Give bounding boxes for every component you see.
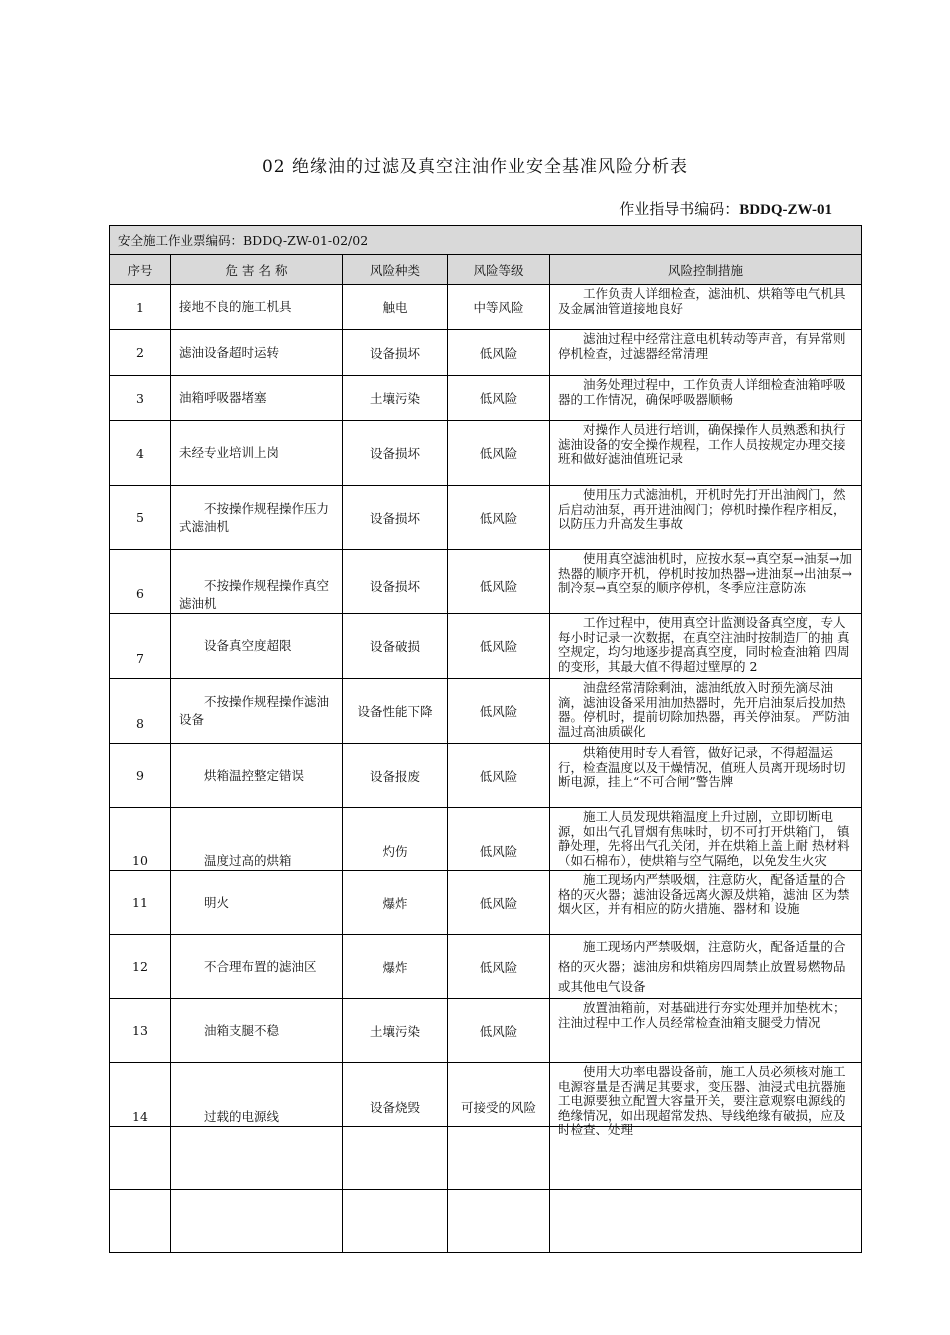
row-no: 6 [110,550,171,614]
row-risk-type: 设备报废 [343,744,448,808]
row-control-text: 工作过程中，使用真空计监测设备真空度，专人 每小时记录一次数据，在真空注油时按制造厂的抽 真空规定，均匀地逐步提高真空度，同时检查油箱 四周的变形，其最大值不得超过壁厚的 2 [558,615,850,674]
row-risk-level: 低风险 [448,935,550,999]
row-hazard [171,550,343,614]
empty-cell [343,1190,448,1253]
row-hazard: 油箱呼吸器堵塞 [171,376,343,421]
header-risk-type: 风险种类 [343,255,448,285]
table-row [110,421,862,486]
row-risk-level: 低风险 [448,330,550,376]
row-control-text: 施工现场内严禁吸烟，注意防火，配备适量的合格的灭火器；滤油房和烘箱房四周禁止放置易燃物品或其他电气设备 [558,939,846,994]
table-row [110,376,862,421]
row-risk-level: 低风险 [448,808,550,871]
row-control-text: 油务处理过程中，工作负责人详细检查油箱呼吸器的工作情况，确保呼吸器顺畅 [558,377,846,407]
table-row [110,330,862,376]
row-control-text: 使用大功率电器设备前，施工人员必须核对施工电源容量是否满足其要求，变压器、油浸式电抗器施工电源要独立配置大容量开关，要注意观察电源线的绝缘情况，如出现超常发热、导线绝缘有破损，应及时检查、处理 [558,1064,846,1138]
row-risk-type: 设备烧毁 [343,1063,448,1127]
row-risk-type: 灼伤 [343,808,448,871]
empty-cell [550,1190,862,1253]
row-control [550,871,862,935]
row-risk-type: 设备破损 [343,614,448,679]
empty-cell [448,1127,550,1190]
row-no: 7 [110,614,171,679]
table-header-row [110,255,862,285]
row-hazard [171,679,343,744]
row-risk-level: 低风险 [448,421,550,486]
row-control [550,999,862,1063]
row-hazard: 接地不良的施工机具 [171,285,343,330]
table-row [110,614,862,679]
empty-cell [343,1127,448,1190]
row-control-text: 使用压力式滤油机，开机时先打开出油阀门，然后启动油泵，再开进油阀门；停机时操作程序相反，以防压力升高发生事故 [558,487,846,532]
row-control-text: 施工现场内严禁吸烟，注意防火，配备适量的合格的灭火器；滤油设备远离火源及烘箱，滤油 区为禁烟火区，并有相应的防火措施、器材和 设施 [558,872,850,917]
row-no: 5 [110,486,171,550]
table-row [110,999,862,1063]
row-control [550,808,862,871]
row-control [550,614,862,679]
row-control-text: 施工人员发现烘箱温度上升过剧，立即切断电源，如出气孔冒烟有焦味时，切不可打开烘箱门， 镇静处理，先将出气孔关闭，并在烘箱上盖上耐 热材料（如石棉布），使烘箱与空气隔绝，以免发生火灾 [558,809,850,868]
row-risk-type: 设备损坏 [343,550,448,614]
table-row [110,550,862,614]
row-no: 1 [110,285,171,330]
header-hazard: 危 害 名 称 [171,255,343,285]
header-no: 序号 [110,255,171,285]
row-control [550,330,862,376]
row-risk-level: 低风险 [448,486,550,550]
row-risk-level: 可接受的风险 [448,1063,550,1127]
header-risk-level: 风险等级 [448,255,550,285]
row-no: 11 [110,871,171,935]
row-no: 8 [110,679,171,744]
row-risk-type: 设备损坏 [343,330,448,376]
row-hazard [171,744,343,808]
row-risk-level: 低风险 [448,550,550,614]
table-row [110,486,862,550]
row-control [550,744,862,808]
row-hazard-text: 油箱支腿不稳 [204,1022,280,1038]
row-control-text: 使用真空滤油机时，应按水泵→真空泵→油泵→加热器的顺序开机，停机时按加热器→进油泵→出油泵→制冷泵→真空泵的顺序停机，冬季应注意防冻 [558,551,852,596]
row-risk-type: 设备性能下降 [343,679,448,744]
row-control [550,679,862,744]
row-hazard [171,871,343,935]
row-hazard-text: 过载的电源线 [204,1109,280,1124]
row-hazard-text: 不按操作规程操作压力式滤油机 [179,500,330,534]
row-risk-type: 爆炸 [343,935,448,999]
row-control-text: 对操作人员进行培训，确保操作人员熟悉和执行滤油设备的安全操作规程，工作人员按规定办理交接班和做好滤油值班记录 [558,422,846,467]
row-no: 14 [110,1063,171,1127]
row-risk-type: 触电 [343,285,448,330]
row-hazard-text: 明火 [204,894,230,910]
row-no: 4 [110,421,171,486]
table-row [110,679,862,744]
table-row [110,1063,862,1127]
table-row [110,935,862,999]
empty-cell [171,1127,343,1190]
row-control [550,376,862,421]
row-risk-type: 爆炸 [343,871,448,935]
row-hazard-text: 不按操作规程操作真空滤油机 [179,578,330,611]
row-hazard [171,614,343,679]
row-hazard [171,999,343,1063]
row-risk-level: 低风险 [448,376,550,421]
row-risk-level: 低风险 [448,744,550,808]
table-row [110,871,862,935]
row-risk-type: 土壤污染 [343,376,448,421]
row-risk-level: 低风险 [448,871,550,935]
row-hazard: 未经专业培训上岗 [171,421,343,486]
header-control: 风险控制措施 [550,255,862,285]
row-control [550,550,862,614]
empty-cell [110,1127,171,1190]
row-control [550,285,862,330]
empty-cell [171,1190,343,1253]
row-control-text: 工作负责人详细检查，滤油机、烘箱等电气机具及金属油管道接地良好 [558,286,846,316]
row-risk-type: 土壤污染 [343,999,448,1063]
row-control [550,935,862,999]
empty-row [110,1190,862,1253]
risk-analysis-table [109,225,862,1253]
row-risk-level: 低风险 [448,999,550,1063]
row-no: 9 [110,744,171,808]
row-control-text: 放置油箱前，对基础进行夯实处理并加垫枕木；注油过程中工作人员经常检查油箱支腿受力情况 [558,1000,846,1030]
row-hazard-text: 不合理布置的滤油区 [204,958,317,974]
row-risk-level: 中等风险 [448,285,550,330]
row-hazard-text: 不按操作规程操作滤油设备 [179,694,330,727]
sheet-code: 安全施工作业票编码：BDDQ-ZW-01-02/02 [110,226,862,255]
guide-code [619,198,832,219]
row-risk-type: 设备损坏 [343,486,448,550]
guide-code-label: 作业指导书编码： [619,200,740,218]
row-hazard-text: 温度过高的烘箱 [204,853,292,868]
row-hazard [171,1063,343,1127]
row-no: 13 [110,999,171,1063]
table-row [110,285,862,330]
row-no: 12 [110,935,171,999]
document-title: 02 绝缘油的过滤及真空注油作业安全基准风险分析表 [261,157,689,177]
row-no: 2 [110,330,171,376]
row-hazard [171,935,343,999]
row-no: 3 [110,376,171,421]
empty-row [110,1127,862,1190]
guide-code-value: BDDQ-ZW-01 [739,202,832,218]
row-control-text: 滤油过程中经常注意电机转动等声音，有异常则停机检查，过滤器经常清理 [558,331,846,361]
table-row [110,808,862,871]
row-hazard-text: 设备真空度超限 [204,638,292,653]
row-control [550,1063,862,1138]
row-hazard [171,486,343,550]
row-control [550,486,862,550]
row-control-text: 烘箱使用时专人看管，做好记录，不得超温运行，检查温度以及干燥情况，值班人员离开现场时切断电源，挂上“不可合闸”警告牌 [558,745,846,790]
row-hazard: 滤油设备超时运转 [171,330,343,376]
row-risk-level: 低风险 [448,679,550,744]
row-risk-level: 低风险 [448,614,550,679]
row-no: 10 [110,808,171,871]
row-risk-type: 设备损坏 [343,421,448,486]
row-control [550,421,862,486]
row-hazard-text: 烘箱温控整定错误 [204,767,305,783]
empty-cell [110,1190,171,1253]
empty-cell [448,1190,550,1253]
table-row [110,744,862,808]
row-hazard [171,808,343,871]
row-control-text: 油盘经常清除剩油，滤油纸放入时预先滴尽油滴，滤油设备采用油加热器时，先开启油泵后投加热器。停机时，提前切除加热器，再关停油泵。 严防油温过高油质碳化 [558,680,850,739]
